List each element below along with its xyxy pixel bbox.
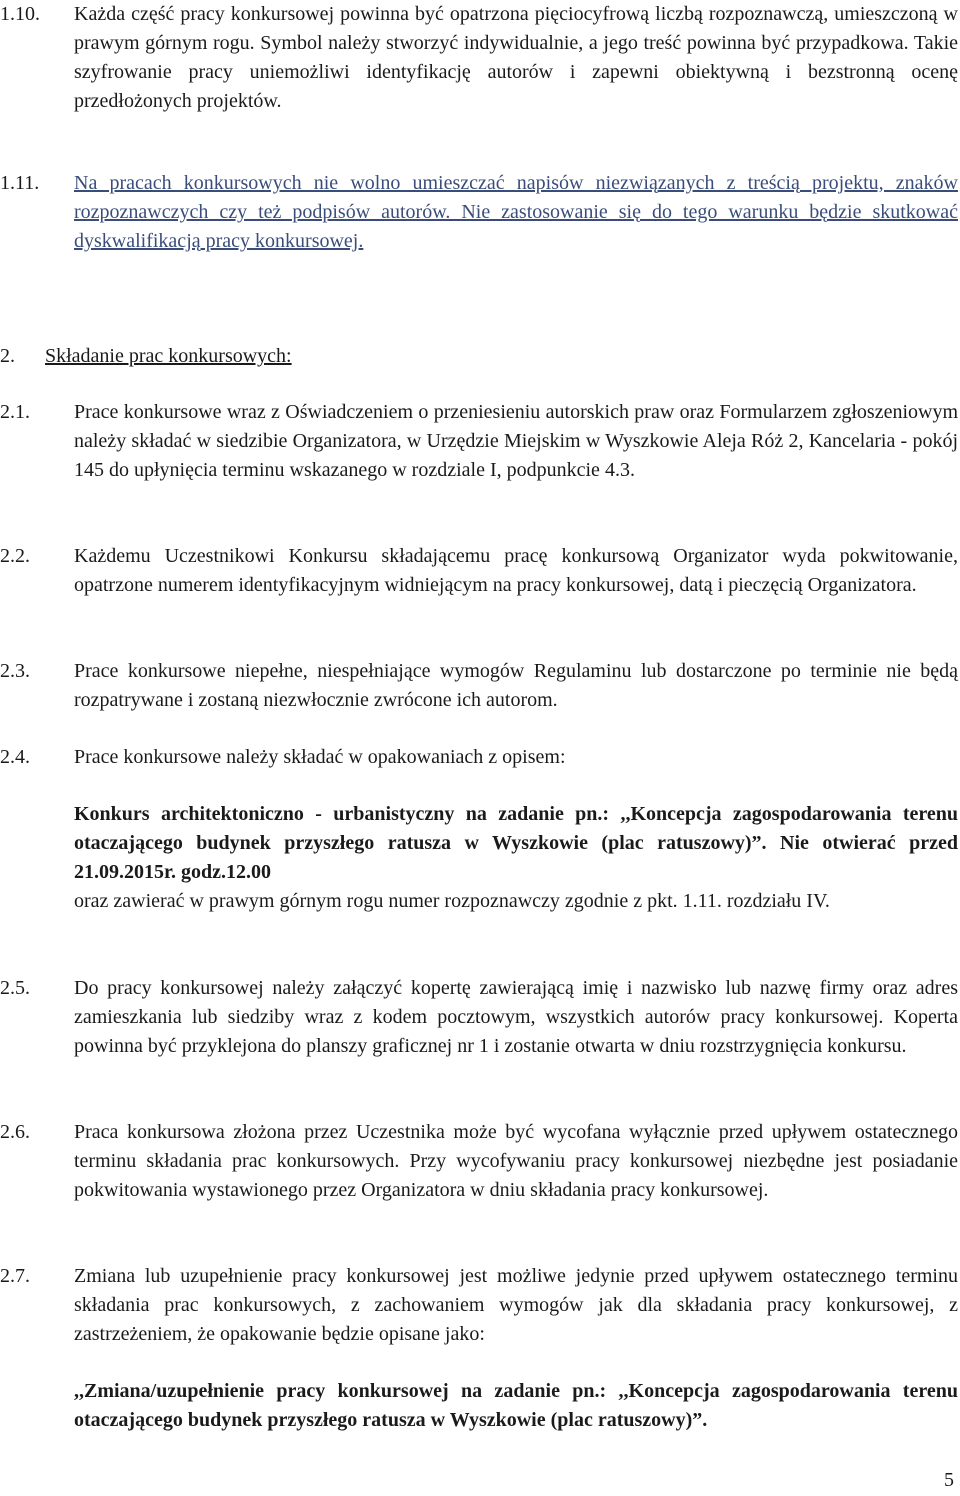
paragraph-number: 2.7. — [0, 1265, 30, 1287]
paragraph-text: Prace konkursowe należy składać w opakowaniach z opisem: — [74, 746, 566, 768]
paragraph-number: 2.3. — [0, 660, 30, 682]
paragraph-number: 2.5. — [0, 977, 30, 999]
paragraph-number: 1.11. — [0, 172, 40, 194]
section-title: Składanie prac konkursowych: — [45, 345, 292, 367]
paragraph-number: 1.10. — [0, 3, 40, 25]
paragraph-2-1 — [0, 398, 958, 485]
package-label-text: ,,Zmiana/uzupełnienie pracy konkursowej na zadanie pn.: ,,Koncepcja zagospodarowania terenu otaczającego budynek przyszłego ratusza w Wyszkowie (plac ratuszowy)”. — [74, 1380, 958, 1431]
paragraph-2-6 — [0, 1118, 958, 1205]
paragraph-number: 2.1. — [0, 401, 30, 423]
paragraph-text: Praca konkursowa złożona przez Uczestnika może być wycofana wyłącznie przed upływem ostatecznego terminu składania prac konkursowych. Przy wycofywaniu pracy konkursowej niezbędne jest posiadanie pokwitowania wystawionego przez Organizatora w dniu składania pracy konkursowej. — [74, 1121, 958, 1201]
paragraph-2-7 — [0, 1262, 958, 1349]
paragraph-text: oraz zawierać w prawym górnym rogu numer rozpoznawczy zgodnie z pkt. 1.11. rozdziału IV. — [74, 890, 830, 912]
package-label-2-4 — [0, 800, 958, 887]
section-heading — [0, 342, 292, 371]
paragraph-1-10 — [0, 0, 958, 116]
paragraph-2-2 — [0, 542, 958, 600]
page-number: 5 — [944, 1469, 954, 1491]
paragraph-text: Do pracy konkursowej należy załączyć kopertę zawierającą imię i nazwisko lub nazwę firmy oraz adres zamieszkania lub siedziby wraz z kodem pocztowym, wszystkich autorów pracy konkursowej. Koperta powinna być przyklejona do planszy graficznej nr 1 i zostanie otwarta w dniu rozstrzygnięcia konkursu. — [74, 977, 958, 1057]
paragraph-2-3 — [0, 657, 958, 715]
paragraph-text: Prace konkursowe wraz z Oświadczeniem o przeniesieniu autorskich praw oraz Formularzem zgłoszeniowym należy składać w siedzibie Organizatora, w Urzędzie Miejskim w Wyszkowie Aleja Róż 2, Kancelaria - pokój 145 do upłynięcia terminu wskazanego w rozdziale I, podpunkcie 4.3. — [74, 401, 958, 481]
package-label-2-7 — [0, 1377, 958, 1435]
paragraph-text: Na pracach konkursowych nie wolno umieszczać napisów niezwiązanych z treścią projektu, znaków rozpoznawczych czy też podpisów autorów. Nie zastosowanie się do tego warunku będzie skutkować dyskwalifikacją pracy konkursowej. — [74, 172, 958, 252]
paragraph-number: 2.2. — [0, 545, 30, 567]
paragraph-text: Prace konkursowe niepełne, niespełniające wymogów Regulaminu lub dostarczone po terminie nie będą rozpatrywane i zostaną niezwłocznie zwrócone ich autorom. — [74, 660, 958, 711]
paragraph-2-5 — [0, 974, 958, 1061]
paragraph-1-11 — [0, 169, 958, 256]
section-number: 2. — [0, 345, 15, 367]
paragraph-text: Każda część pracy konkursowej powinna być opatrzona pięciocyfrową liczbą rozpoznawczą, umieszczoną w prawym górnym rogu. Symbol należy stworzyć indywidualnie, a jego treść powinna być przypadkowa. Takie szyfrowanie pracy uniemożliwi identyfikację autorów i zapewni obiektywną i bezstronną ocenę przedłożonych projektów. — [74, 3, 958, 112]
paragraph-2-4-continuation — [0, 887, 958, 916]
paragraph-number: 2.6. — [0, 1121, 30, 1143]
paragraph-number: 2.4. — [0, 746, 30, 768]
paragraph-2-4 — [0, 743, 958, 772]
package-label-text: Konkurs architektoniczno - urbanistyczny na zadanie pn.: ,,Koncepcja zagospodarowania terenu otaczającego budynek przyszłego ratusza w Wyszkowie (plac ratuszowy)”. Nie otwierać przed 21.09.2015r. godz.12.00 — [74, 803, 958, 883]
paragraph-text: Każdemu Uczestnikowi Konkursu składającemu pracę konkursową Organizator wyda pokwitowanie, opatrzone numerem identyfikacyjnym widniejącym na pracy konkursowej, datą i pieczęcią Organizatora. — [74, 545, 958, 596]
paragraph-text: Zmiana lub uzupełnienie pracy konkursowej jest możliwe jedynie przed upływem ostatecznego terminu składania prac konkursowych, z zachowaniem wymogów jak dla składania pracy konkursowej, z zastrzeżeniem, że opakowanie będzie opisane jako: — [74, 1265, 958, 1345]
